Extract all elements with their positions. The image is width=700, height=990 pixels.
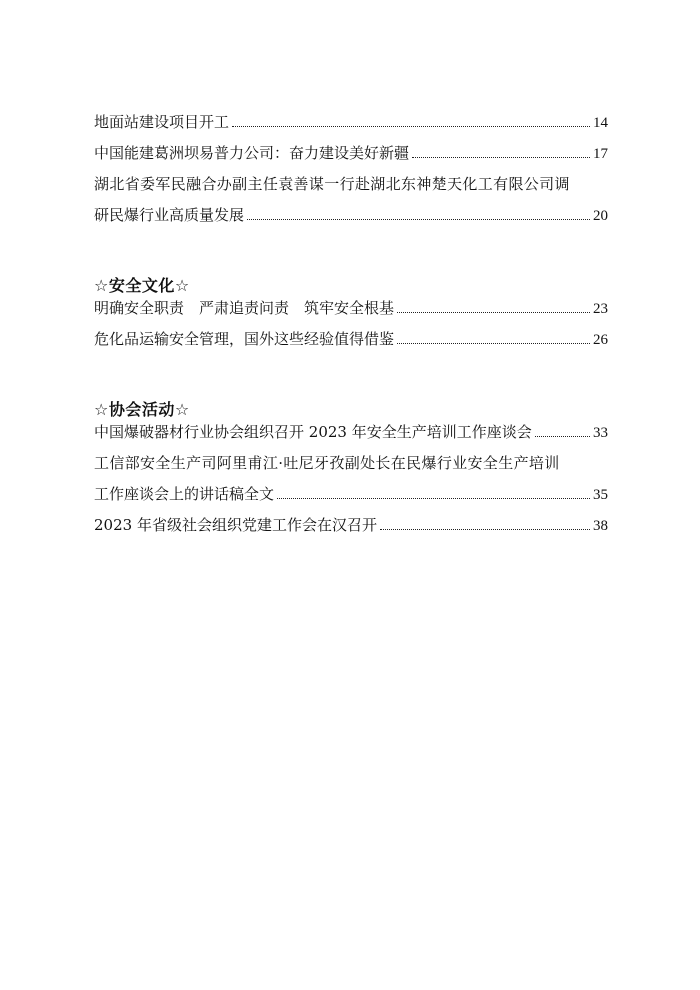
dot-leader xyxy=(232,126,590,127)
toc-page-number: 38 xyxy=(593,518,608,534)
toc-entry[interactable] xyxy=(94,143,608,174)
dot-leader xyxy=(412,157,590,158)
toc-page-number: 35 xyxy=(593,487,608,503)
toc-entry-title-line1: 工信部安全生产司阿里甫江·吐尼牙孜副处长在民爆行业安全生产培训 xyxy=(94,454,560,472)
toc-entry-line1[interactable] xyxy=(94,174,608,205)
dot-leader xyxy=(535,436,590,437)
toc-entry-title: 中国能建葛洲坝易普力公司：奋力建设美好新疆 xyxy=(94,144,410,162)
toc-entry-title: 地面站建设项目开工 xyxy=(94,113,230,131)
dot-leader xyxy=(397,343,590,344)
toc-page-number: 26 xyxy=(593,332,608,348)
section-heading xyxy=(94,400,608,422)
toc-page-number: 23 xyxy=(593,301,608,317)
dot-leader xyxy=(277,498,590,499)
toc-entry-title: 中国爆破器材行业协会组织召开 2023 年安全生产培训工作座谈会 xyxy=(94,423,532,441)
toc-page-number: 14 xyxy=(593,115,608,131)
star-icon: ☆ xyxy=(174,400,190,419)
toc-page-number: 20 xyxy=(593,208,608,224)
toc-entry-title-line1: 湖北省委军民融合办副主任袁善谋一行赴湖北东神楚天化工有限公司调 xyxy=(94,175,570,193)
dot-leader xyxy=(397,312,590,313)
star-icon: ☆ xyxy=(94,276,109,295)
toc-page-number: 17 xyxy=(593,146,608,162)
star-icon: ☆ xyxy=(94,400,109,419)
toc-entry[interactable] xyxy=(94,484,608,515)
toc-entry[interactable] xyxy=(94,515,608,546)
toc-section-association-activities xyxy=(94,400,608,546)
star-icon: ☆ xyxy=(174,276,190,295)
dot-leader xyxy=(380,529,590,530)
toc-page-number: 33 xyxy=(593,425,608,441)
toc-entry[interactable] xyxy=(94,298,608,329)
toc-entry[interactable] xyxy=(94,112,608,143)
toc-section-safety-culture xyxy=(94,276,608,360)
toc-group-continued xyxy=(94,112,608,236)
toc-entry-title: 工作座谈会上的讲话稿全文 xyxy=(94,485,275,503)
toc-entry[interactable] xyxy=(94,205,608,236)
table-of-contents xyxy=(94,112,608,546)
toc-entry-title: 危化品运输安全管理，国外这些经验值得借鉴 xyxy=(94,330,395,348)
toc-entry[interactable] xyxy=(94,422,608,453)
toc-entry-title: 研民爆行业高质量发展 xyxy=(94,206,245,224)
toc-entry-title: 2023 年省级社会组织党建工作会在汉召开 xyxy=(94,516,377,534)
toc-entry-title: 明确安全职责 严肃追责问责 筑牢安全根基 xyxy=(94,299,395,317)
toc-entry[interactable] xyxy=(94,329,608,360)
dot-leader xyxy=(247,219,590,220)
section-heading-text: 安全文化 xyxy=(108,276,175,295)
section-heading xyxy=(94,276,608,298)
toc-entry-line1[interactable] xyxy=(94,453,608,484)
section-heading-text: 协会活动 xyxy=(108,400,175,419)
